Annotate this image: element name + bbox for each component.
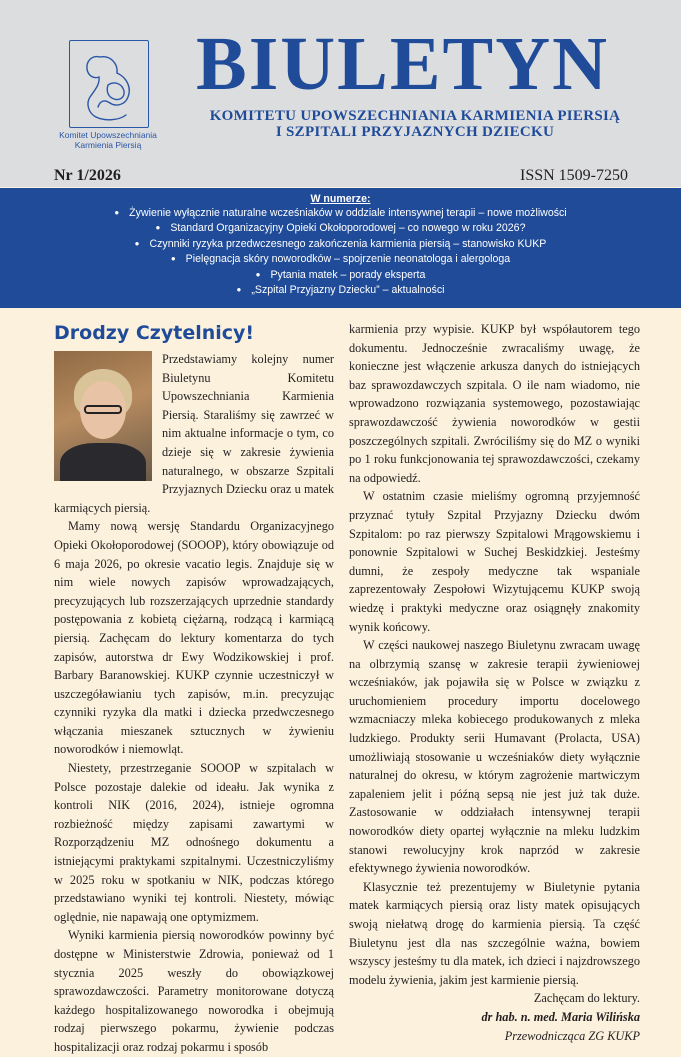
article-paragraph: W ostatnim czasie mieliśmy ogromną przyjemność przyznać tytuły Szpital Przyjazny Dziecku dwóm Szpitalom: po raz pierwszy Szpitalowi Mrągowskiemu i ponownie Szpitalowi w Suchej Beskidzkiej. Jesteśmy dumni, że zespoły medyczne tak wspaniale zaprezentowały Zespołowi Wizytującemu KUKP swoją wiedzę i praktyki medyczne oraz osiągnęły znakomity wynik końcowy. — [349, 489, 640, 634]
kukp-logo — [56, 40, 160, 150]
contents-item: ● Czynniki ryzyka przedwczesnego zakończenia karmienia piersią – stanowisko KUKP — [0, 237, 681, 252]
signoff: Zachęcam do lektury. — [533, 991, 640, 1006]
logo-caption-line2: Karmienia Piersią — [74, 140, 142, 150]
contents-list — [0, 206, 681, 298]
subtitle-line1: KOMITETU UPOWSZECHNIANIA KARMIENIA PIERSIĄ — [209, 108, 621, 124]
article-paragraph: W części naukowej naszego Biuletynu zwracam uwagę na olbrzymią szansę w zakresie terapii żywieniowej wcześniaków, jak pojawiła się w Polsce w związku z uruchomieniem procedury importu docelowego wzmacniaczy mleka kobiecego produkowanych z mleka ludzkiego. Produkty serii Humavant (Prolacta, USA) umożliwiają stosowanie u wcześniaków diety wyłącznie naturalnej do okresu, w którym zagrożenie martwiczym zapaleniem jelit i późną sepsą nie jest już tak duże. Zastosowanie w oddziałach intensywnej terapii noworodków diety opartej wyłącznie na mleku ludzkim stanowi rewolucyjny krok naprzód w zakresie efektywnego żywienia noworodków. — [349, 638, 640, 876]
masthead — [0, 0, 681, 187]
contents-heading: W numerze: — [310, 193, 371, 205]
bulletin-title: BIULETYN — [196, 22, 609, 106]
article-paragraph: Mamy nową wersję Standardu Organizacyjnego Opieki Okołoporodowej (SOOOP), który obowiązuje od 6 maja 2026, po okresie vacatio legis. Znajduje się w nim wiele nowych zapisów wprowadzających, precyzujących lub rozszerzających uprzednie standardy postępowania z kobietą ciężarną, rodzącą i karmiącą piersią. Zachęcam do lektury komentarza do tych zapisów, autorstwa dr Ewy Wodzikowskiej i prof. Barbary Baranowskiej. KUKP czynnie uczestniczył w uszczegóławianiu tych zapisów, m.in. precyzując czynniki ryzyka dla matki i dziecka przedwczesnego włączania mieszanek sztucznych w żywieniu noworodków i niemowląt. — [54, 519, 334, 757]
author-role: Przewodnicząca ZG KUKP — [504, 1028, 640, 1043]
logo-caption — [56, 130, 160, 150]
author-name: dr hab. n. med. Maria Wilińska — [481, 1009, 640, 1024]
mother-child-logo-icon — [69, 40, 149, 128]
article-paragraph: Klasycznie też prezentujemy w Biuletynie pytania matek karmiących piersią oraz listy matek opisujących swoją niełatwą drogę do karmienia piersią. Ta część Biuletynu jest dla nas szczególnie ważna, bowiem wszyscy jesteśmy tu dla matek, ich dzieci i najzdrowszego modelu żywienia, jakim jest karmienie piersią. — [349, 879, 640, 987]
article-paragraph: Wyniki karmienia piersią noworodków powinny być dostępne w Ministerstwie Zdrowia, ponieważ od 1 stycznia 2025 weszły do obowiązkowej sprawozdawczości. Parametry monitorowane dotyczą każdego hospitalizowanego noworodka i obejmują rodzaj pierwszego pokarmu, żywienie podczas hospitalizacji oraz rodzaj pokarmu i sposób — [54, 928, 334, 1054]
contents-item: ● Standard Organizacyjny Opieki Okołoporodowej – co nowego w roku 2026? — [0, 221, 681, 236]
article-column-left — [54, 350, 334, 1057]
issn: ISSN 1509-7250 — [519, 167, 628, 184]
logo-caption-line1: Komitet Upowszechniania — [59, 130, 157, 140]
author-photo — [54, 351, 152, 481]
issue-number: Nr 1/2026 — [54, 167, 121, 184]
article-paragraph: Niestety, przestrzeganie SOOOP w szpitalach w Polsce pozostaje dalekie od ideału. Jak wynika z kontroli NIK (2016, 2024), istnieje ogromna rozbieżność między zapisami zawartymi w Rozporządzeniu MZ odnośnego dokumentu a istniejącymi praktykami szpitalnymi. Uczestniczyliśmy w 2025 roku w spotkaniu w NIK, podczas którego przedstawiano wyniki tej kontroli. Niestety, mówiąc oględnie, nie napawają one optymizmem. — [54, 761, 334, 924]
contents-item: ● „Szpital Przyjazny Dziecku” – aktualności — [0, 283, 681, 298]
contents-item: ● Pielęgnacja skóry noworodków – spojrzenie neonatologa i alergologa — [0, 252, 681, 267]
article-paragraph: Przedstawiamy kolejny numer Biuletynu Komitetu Upowszechniania Karmienia Piersią. Staraliśmy się zawrzeć w nim aktualne informacje o tym, co dzieje się w zakresie żywienia naturalnego, w obszarze Szpitali Przyjaznych Dziecku oraz u matek karmiących piersią. — [54, 352, 334, 515]
contents-banner — [0, 188, 681, 308]
issue-row — [0, 166, 681, 188]
article-column-right — [349, 320, 640, 1045]
contents-item: ● Pytania matek – porady eksperta — [0, 268, 681, 283]
subtitle-line2: I SZPITALI PRZYJAZNYCH DZIECKU — [275, 124, 555, 140]
bulletin-subtitle — [175, 108, 655, 140]
article-paragraph: karmienia przy wypisie. KUKP był współautorem tego dokumentu. Jednocześnie zwracaliśmy uwagę, że konieczne jest włączenie arkusza danych do istniejących baz sprawozdawczych szpitala. O ile nam wiadomo, nie wprowadzono rozwiązania systemowego, pozostawiając sprawozdawczość żywienia noworodków w gestii poszczególnych szpitali. Zwróciliśmy się do MZ o wyniki po 1 roku funkcjonowania tej sprawozdawczości, czekamy na odpowiedź. — [349, 322, 640, 485]
article-heading: Drodzy Czytelnicy! — [54, 322, 255, 344]
contents-item: ● Żywienie wyłącznie naturalne wcześniaków w oddziale intensywnej terapii – nowe możliwości — [0, 206, 681, 221]
